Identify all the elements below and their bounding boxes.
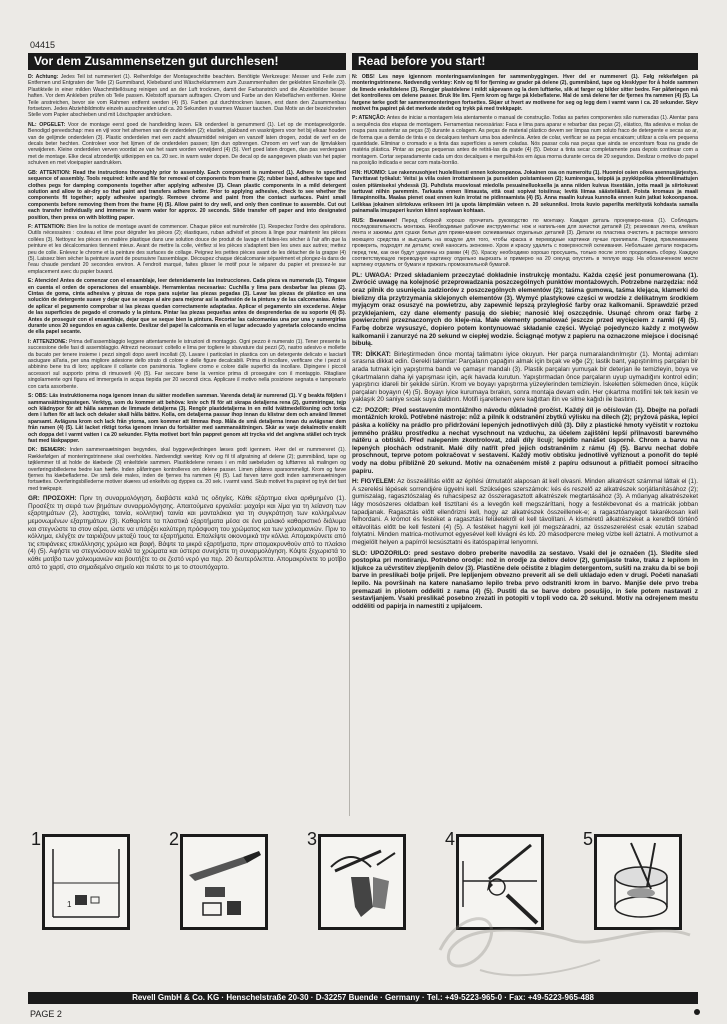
instruction-text: Antes de comenzar con el ensamblaje, leer detenidamente las instrucciones. Cada pieza va numerada (1). Téngase en cuenta el orden de operaciones del ensamblaje. Herramientas necesarias: Cuchilla y lima para desbarbar las piezas (2). Cintas de goma, cinta adhesiva y pinzas de ropa para sujetar las piezas pegadas (3). Lavar las piezas de plástico en una solución de detergente suave y dejar que se seque al aire para mejorar así la adhesión de la pintura y de las calcomanías. Antes de aplicar el pegamento comprobar si las piezas quedan correctamente adaptadas. Aplicar el pegamento sin excederse. Alejar de las superficies de pegado el cromado y la pintura. Pintar las piezas pequeñas antes de desprenderlas de su soporte (4) (5). Antes de proseguir con el ensamblaje, dejar que se seque bien la pintura. Recortar las calcomanías una por una y sumergirlas durante unos 20 segundos en agua caliente. Deslizar del papel la calcomanía en el lugar adecuado y apretarla colocando encima de ella papel secante. — [28, 278, 346, 336]
step-number: 2 — [169, 829, 180, 849]
instruction-paragraph — [28, 339, 346, 390]
step-number: 1 — [31, 829, 42, 849]
step-number: 4 — [445, 829, 456, 849]
instructions-right-column — [352, 74, 698, 818]
instruction-text: Read the instructions thoroughly prior to assembly. Each component is numbered (1). Adhere to specified sequence of assembly. Tools required: knife and file for removal of components from frame (2); rubber band, adhesive tape and clothes pegs for damping components together after applying adhesive (3). Clean plastic components in a mild detergent solution and allow to air-dry so that paint and transfers adhere better. Prior to applying adhesive, check to see whether the components fit together; apply adhesive sparingly. Remove chrome and paint from the contact surfaces. Paint small components before removing them from the frame (4) (5). Allow paint to dry well, and only then continue to assemble. Cut out each transfer individually and immerse in warm water for approx. 20 seconds. Slide transfer off paper and into designated position, then press on with blotting paper. — [28, 169, 346, 221]
instruction-paragraph — [28, 170, 346, 221]
instruction-text: Jedes Teil ist nummeriert (1). Reihenfolge der Montageschritte beachten. Benötigte Werkzeuge: Messer und Feile zum Entfernen und Entgraten der Teile (2) Gummiband, Klebeband und Wäscheklammern zum Zusammenhalten der geklebten Einzelteile (3). Plastikteile in einer milden Waschmittellösung reinigen und an der Luft trocknen, damit der Farbanstrich und die Abziehbilder besser haften. Vor dem Ankleben prüfen ob Teile passen. Klebstoff sparsam auftragen. Chrom und Farbe an den Klebeflächen entfernen. Kleine Teile anstreichen, bevor sie vom Rahmen entfernt werden (4) (5). Farben gut durchtrocknen lassen, erst dann den Zusammenbau fortsetzen. Jedes Abziehbildmotiv einzeln ausschneiden und ca. 20 Sekunden in warmes Wasser tauchen. Das Motiv an der bezeichneten Stelle vom Papier abschieben und mit Löschpapier andrücken. — [28, 74, 346, 119]
language-label: I: ATTENZIONE: — [28, 338, 68, 345]
instruction-paragraph — [28, 278, 346, 336]
instruction-paragraph — [28, 122, 346, 167]
instruction-text: Перед сборкой хорошо прочитать руководство по монтажу. Каждая деталь пронумеро-вана (1). Соблюдать последовательность монтажа. Необходимые рабочие инструменты: нож и напиль-ник для зачистки деталей (2); резиновая лента, клейкая лента и зажимы для сушки белья для прижи-мания склеиваемых отдельных деталей (3). Детали из пластика очистить в растворе мягкого моющего средства и высушить на воздухе для того, чтобы краска и переводные картинки лучше прилипали. Перед приклеиванием проверить, подходят ли детали; клей наносить экономно. Хром и краску удалить с поверхностей склеивания. Небольшие детали покрасить перед тем, как они будут удалены из рамки (4) (5). Краску необходимо хорошо просушить, только после этого продолжать сборку. Каждую соответствующую переводную картинку отдельно вырезать и примерно на 20 секунд опустить в теплую воду. На обозначенном месте картинку отделить от бумаги и прижать промокательной бумагой. — [352, 217, 698, 269]
language-label: E: Atención! — [28, 278, 59, 285]
language-label: DK: BEMÆRK: — [28, 447, 67, 454]
instruction-paragraph — [28, 74, 346, 119]
corner-dot — [694, 1009, 700, 1015]
instruction-text: Voor de montage eerst goed de handleiding lezen. Elk onderdeel is genummerd (1). Let op de montagevolgorde. Benodigd gereedschap: mes en vijl voor het afnemen van de onderdelen (2); elastiek, plakband en wasknijpers voor het bij elkaar houden van de gelijmde onderdelen (3). Plastic onderdelen met een zacht afwasmiddel reinigen en vanzelf laten drogen, zodat de verf en de decals beter hechten. Controleer voor het lijmen of de onderdelen passen; lijm dun opbrengen. Chroom en verf van de lijmvlakken verwijderen. Kleine onderdelen verven voordat ze van het raam worden verwijderd (4) (5). Verf goed laten drogen, dan pas verdergaan met de montage. Elke decal afzonderlijk uitknippen en ca. 20 sec. in warm water dopen. De decal op de aangegeven plaats van het papier schuiven en met vloeipapier aandrukken. — [28, 121, 346, 167]
instruction-text: Bien lire la notice de montage avant de commencer. Chaque pièce est numérotée (1). Respectez l'ordre des opérations. Outils nécessaires : couteau et lime pour dégrafer les pièces (2); élastiques, ruban adhésif et pinces à linge pour maintenir les pièces collées (3). Nettoyez les pièces en matière plastique dans une solution douce de produit de lavage et faites-les sécher à l'air afin que la peinture et les décalcomanies tiennent mieux. Avant de mettre la colle, vérifiez si les pièces s'adaptent bien les unes aux autres; mettez peu de colle. Enlevez le chrome et la peinture des surfaces de collage. Peignez les petites pièces avant de les détacher de la grappe (4)(5). Laissez bien sécher la peinture avant de poursuivre l'assemblage. Découpez chaque décalcomanie séparément et plongez-la dans de l'eau chaude pendant 20 secondes environ. A l'endroit marqué, faites glisser le motif pour le séparer du papier et pressez-le sur emplacement avec du papier buvard. — [28, 223, 346, 275]
instruction-text: pred sestavo dobro preberite navodila za sestavo. Vsaki del je označen (1). Sledite sled postopka pri montiranju. Potrebno orodje: nož in orodje za deltov delov (2), gumijaste trake, traka z lepilom in kljukce za učvrstitev zlepljenih delov (3). Plastične dele očistite z blagim detergentom, sušiti na zraku da bi se boji barve in preslikači bolje prijeli. Pre lepljenjem obvezno preverit ali se deli ukladajo eden v drugi. Početi nanašati lepilo. Na površinah na katere nanašamo lepilo treba prvo odstraniti krom in barvo. Manjše dele prvo treba premazati in pliotem odđeliti z rama (4) (5). Pustiti da se barve dobro posušijo, in šele potem nastavati z sestavljanjem. Vsaki preslikač posebno zrezati in potopiti v topli vodo ca. 20 sekund. Motiv na odrejenem mestu odděliti od papirja in namestiti z upijalcem. — [352, 549, 698, 610]
instruction-text: Az összeállítás előtt az építési útmutatót alaposan át kell olvasni. Minden alkatrészt számmal láttak el (1). A szerelési lépések sorrendjére ügyelni kell. Szükséges szerszámok: kés és reszelő az alkatrészek sorjátlanításához (2); gumiszalag, ragasztószalag és ruhacsipesz az összeragasztott alkatrészek megtartásához (3). A műanyag alkatrészeket lágy mosószeres oldatban kell tisztítani és a levegőn kell megszáríttani, hogy a festékbevonat és a matricák jobban tapadjanak. Ragasztás előtt ellenőrizni kell, hogy az alkatrészek összeillenek-e; a ragasztóanyagot takarékosan kell felhordani. A krómot és festéket a ragasztási felületekről el kell távolítani. A kisméretű alkatrészeket a keretből történő eltávolítás előtt be kell festeni (4) (5). A festéket hagyni kell jól megszáradni, az összeszerelést csak ezután szabad folytatni. Minden matrica-motívumot egyesével kell kivágni és kb. 20 másodpercre meleg vízbe kell áztatni. A motívumot a megjelölt helyen a papírról lecsúsztatni és itatóspapírral lenyomni. — [352, 478, 698, 546]
language-label: NL: OPGELET: — [28, 121, 66, 128]
instruction-paragraph — [28, 393, 346, 444]
step-number: 5 — [583, 829, 594, 849]
language-label: N: OBS! — [352, 74, 375, 80]
instruction-paragraph — [352, 550, 698, 611]
instruction-paragraph — [352, 74, 698, 112]
instruction-paragraph — [352, 351, 698, 404]
knife-file-icon — [183, 837, 265, 927]
language-label: S: OBS: — [28, 393, 48, 400]
instruction-text: Prima dell'assemblaggio leggere attentamente le istruzioni di montaggio. Ogni pezzo è numerato (1). Tener presente la successione delle fasi di assemblaggio. Attrezzi necessari: coltello e lima per togliere le sbavature dai pezzi (2), nastro adesivo e mollette da bucato per tenere insieme i pezzi singoli dopo averli incollati (3). Lavare i particolari in plastica con un detergente delicato e lasciarli asciugare all'aria, per una migliore adesione dello strato di colore e delle figure decalcabili. Prima di incollare, verificare che i pezzi si abbinino bene tra di loro; applicare il collante con parsimonia. Togliere cromo e colore dalle superfici da incollare. Dipingere i piccoli accessori sul supporto prima di rimuoverli (4) (5). Far seccare bene la vernice prima di proseguire con il montaggio. Ritagliare singolarmente ogni figura ed immergerla in acqua tiepida per 20 secondi circa. Applicare il motivo nella posizione segnata e tamponarlo con carta assorbente. — [28, 338, 346, 390]
language-label: GB: ATTENTION: — [28, 169, 71, 176]
banner-german-heading: Vor dem Zusammensetzen gut durchlesen! — [28, 53, 346, 70]
publisher-footer: Revell GmbH & Co. KG · Henschelstraße 20-30 · D-32257 Buende · Germany · Tel.: +49-5223-965-0 · Fax: +49-5223-965-488 — [28, 992, 698, 1004]
instruction-paragraph — [28, 495, 346, 571]
starfan-watermark — [420, 880, 710, 1000]
document-number: 04415 — [30, 40, 56, 50]
instruction-text: Antes de iniciar a montagem leia atentamente o manual de construção. Todas as partes componentes são numeradas (1). Atentar para a sequência dos etapas de montagem. Ferramentas necessárias: Faca e lima para aparar e rebarbar das peças (2), elástico, fita adesiva e molas de roupa para sustentar as peças (3) durante a colagem. As peças de material plástico devem ser limpas num soluto fraco de detergente e secas ao ar, de forma que a demão de tinta e os decalques tenham uma boa aderência. Antes de colar, verificar se as peças encaixam; utilizar a cola em pequena quantidade. Eliminar o cromado e a tinta das superfícies a serem coladas. Nós passar cola nas peças que ainda se encontram fixas na grade de matéria plástica. Pintar as peças pequenas antes de retirá-las da grade (4) (5). Deixar a tinta secar completamente para depois continuar com a montagem. Cortar separadamente cada um dos decalques e mergulhá-los em água morna durante cerca de 20 segundos. Deslizar o motivo do papel na posição indicada e secar com mata-borrão. — [352, 115, 698, 167]
instructions-left-column — [28, 74, 346, 818]
language-label: TR: DİKKAT: — [352, 350, 391, 358]
language-label: D: Achtung: — [28, 74, 59, 80]
language-label: F: ATTENTION: — [28, 223, 66, 230]
parts-numbered-icon — [45, 837, 127, 927]
clamp-glue-icon — [321, 837, 403, 927]
instruction-text: Les nøye igjennom monteringsanvisningen før sammenbyggingen. Hver del er nummerert (1). Følg rekkefølgen på monteringstrinnene. Nødvendig verktøy: Kniv og fil for fjerning av grader på delene (2), gummibånd, tape og klesklyper for å holde sammen de limede enkeltdelene (3). Rengjør plastdelene i mildt såpevann og la dem lufttørke, slik at farger og bilder sitter bedre. Før påføringen må det kontrolleres om delene passer. Bruk lite lim. Fjern krom og farge på klebeflatene. Mal de små delene før de fjernes fra rammen (4) (5). La fargene tørke godt før sammenmonteringen fortsettes. Skjær ut hvert av motivene for seg og legg dem i varmt vann i ca. 20 sekunder. Skyv motivet fra papiret på det merkede stedet og trykk på med trekkpapir. — [352, 74, 698, 113]
step-number: 3 — [307, 829, 318, 849]
page-number: PAGE 2 — [30, 1009, 62, 1019]
instruction-text: Przed składaniem przeczytać dokładnie instrukcję montażu. Każda część jest ponumerowana (1). Zwrócić uwagę na kolejność przeprowadzania poszczególnych punktów montażowych. Potrzebne narzędzia: nóż oraz pilnik do usunięcia zadziorów z poszczególnych elementów (2); taśma gumowa, taśma klejąca, klamerki do bielizny dla przytrzymania sklejonych elementów (3). Wymyć plastykowe części w wodzie z delikatnym środkiem myjącym oraz osuszyć na powietrzu, aby zapewnić lepszą przyległość farby oraz kalkomanii. Sprawdzić przed przyklejaniem, czy dane elementy pasują do siebie; nanosić klej oszczędnie. Usunąć chrom oraz farbę z powierzchni przeznaczonych do kleje-nia. Małe elementy pomalować jeszcze przed wycięciem z ramki (4) (5). Farbę dobrze wysuszyć, dopiero potem kontynuować składanie części. Wyciąć pojedynczo każdy z motywów kalkomanii i zanurzyć na 20 sekund w ciepłej wodzie. Ściągnąć motyw z papieru na oznaczone miejsce i docisnąć bibułą. — [352, 271, 698, 348]
step-box-1 — [31, 829, 130, 930]
instruction-paragraph — [28, 447, 346, 492]
instruction-paragraph — [352, 407, 698, 475]
language-label: CZ: POZOR: — [352, 406, 390, 414]
language-label: RUS: Внимание! — [352, 217, 398, 224]
language-label: P: ATENÇÃO: — [352, 115, 386, 122]
instruction-text: Inden sammensætningen begyndes, skal byggevejledningen læses godt igennem. Hver del er nummereret (1). Rækkefølgen af monteringstrinnene skal overholdes. Nødvendigt værktøj: Kniv og fil til afgratning af delene (2); gummibånd, tape og tøjklemmer til at holde de klæbede (3) enkeltdele sammen. Plastikdelene renses i en mild sæbeluden og lufttørres så malingen og overføringsbillederne bedre kan hæfte. Inden påføringen kontrolleres om delene passer. Limen påføres sparsommeligt. Krom og farve fjernes fra klæbefladerne. De små dele males, inden de fjernes fra rammen (4) (5). Lad farven tørre godt inden sammensætningen fortsættes. Overføringsbillederne motiver skæres ud enkeltvis og dyppes ca. 20 sek. i varmt vand. Skub motivet fra papiret og tryk det fast med trækpapir. — [28, 447, 346, 492]
instruction-paragraph — [352, 218, 698, 269]
instruction-text: Před sestavením montážního návodu důkladně pročíst. Každý díl je očíslován (1). Dbejte na pořadí montážních kroků. Potřebné nástroje: nůž a pilník k odstranění zbytků výlisku na dílech (2); pryžová páska, lepicí páska a kolíčky na prádlo pro přidržování lepených jednotlivých dílů (3). Díly z plastické hmoty vyčistit v roztoku jemného prášku prostředku a nechat vyschnout na vzduchu, za účelem zajištění lepší přilnavosti barevného nátěru a obtisků. Před nalepením zkontrolovat, zdali díly licují; lepidlo nanášet úsporně. Chrom a barvu na lepených plochách odstranit. Malé díly natřít před jejich odstraněním z rámu (4) (5). Barvu nechat dobře proschnout, teprve potom pokračovat v sestavení. Každý motiv obtisku jednotlivě vyříznout a ponořit do teplé vody na dobu přibližně 20 sekund. Motiv na označeném místě z papíru odsunout a přitlačit pomocí sitracího papíru. — [352, 406, 698, 475]
svg-text:1: 1 — [67, 900, 72, 909]
instruction-paragraph — [352, 115, 698, 166]
instruction-paragraph — [352, 478, 698, 546]
language-label: GR: ΠΡΟΣΟΧΗ: — [28, 495, 77, 503]
language-label: FIN: HUOMIO: — [352, 169, 387, 176]
column-divider — [349, 74, 350, 816]
instruction-text: Lue rakennusohjeet huolellisesti ennen kokoonpanoa. Jokainen osa on numeroitu (1). Huomioi osien oikea asennusjärjestys. Tarvittavat työkalut: Veitsi ja viila osien irrottamiseen ja purseiden poistamiseen (2); kumirengas, teippiä ja pyykkipoikia yhteenliimattujen osien pitämiseksi yhdessä (3). Puhdista muoviosat miedolla pesuainelluoksella ja anna niiden kuivua itsestään, jotta maali ja siirtokuvat tarttuvat niihin paremmin. Tarkasta ennen liimausta, että osat sopivat toisiinsa; levitä liimaa säästeliäästi. Poista kromaus ja maali liimapinnoilta. Maalaa pienet osat ennen kuin irrotat ne pidinraamista (4) (5). Anna maalin kuivua kunnolla ennen kuin jatkat kokoonpanoa. Leikkaa jokainen siirtokuva erikseen irti ja upota lämpimään veteen n. 20 sekunniksi. Irrota kuvio paperilta merkitystä kohdasta samalla painamalla imupaperi kuvion kiinni sopivaan kohtaan. — [352, 169, 698, 215]
instruction-text: Läs instruktionerna noga igenom innan du sätter modellen samman. Varenda detalj är numrerad (1). V g beakta följden i sammansättningsstegen. Verktyg, som du kommer att behöva: kniv och fil för att skrapa detaljerna rena (2), gummiringar, tejp och klädnypor för att hålla samman de limmade detaljerna (3). Rengör plastdetaljerna in en mild tvättmedellösning och torka dem i luften för att lack och dekaler skall hålla bättre. Kolla, om detaljerna passar ihop innan du klistrar dem och använd limmet sparsamt. Avlägsna krom och lack från ytorna, som kommer att limmas ihop. Måla de små detaljerna innan du avlägsnar dem från ramen (4) (5). Låt lacket riktigt torka igenom innan du fortsätter med sammansättningen. Skär av varje dekalmotiv enskilt och doppa det i varmt vatten i ca 20 sekunder. Flytta motivet bort från pappret genom att trycka vid det angivna stället och tryck fast med läskpapper. — [28, 393, 346, 444]
instruction-text: Birleştirmeden önce montaj talimatını iyice okuyun. Her parça numaralandırılmıştır (1). Montaj adımları sırasına dikkat edin. Gerekli takımlar: Parçaların çapağını almak için bıçak ve eğe (2); lastik bant, yapıştırılmış parçaları bir arada tutmak için yapıştırma bandı ve çamaşır mandalı (3). Plastik parçaları yumuşak bir deterjan ile temizleyin, boya ve çıkartmaların daha iyi yapışması için, açık havada kurutun. Yapıştırmadan önce parçaların uyup uymadığını kontrol edin; yapıştırıcı idareli bir şekilde sürün. Krom ve boyayı yapıştırma yüzeylerinden temizleyin. İskeletten sökmeden önce, küçük parçaları boyayın (4) (5). Boyayı iyice kurumaya bırakın, sonra montaja devam edin. Her çıkartma motifini tek tek kesin ve yaklaşık 20 saniye sıcak suya daldırın. Motifi işaretlenen yere kağıttan itin ve silme kağıdı ile bastırın. — [352, 350, 698, 404]
language-label: PL: UWAGA: — [352, 271, 392, 279]
language-label: H: FIGYELEM: — [352, 478, 396, 486]
instruction-paragraph — [352, 272, 698, 348]
language-label: SLO: UPOZORILO: — [352, 549, 411, 557]
step-box-3 — [307, 829, 406, 930]
instruction-paragraph — [28, 224, 346, 275]
instruction-text: Πριν τη συναρμολόγηση, διαβάστε καλά τις οδηγίες. Κάθε εξάρτημα είναι αριθμημένο (1). Προσέξτε τη σειρά των βημάτων συναρμολόγησης. Απαιτούμενα εργαλεία: μαχαίρι και λίμα για τη λείανση των εξαρτημάτων (2), λαστιχάκι, ταινία, κολλητική ταινία και μανταλάκια για τη συγκράτηση των κολλημένων μεμονωμένων εξαρτημάτων (3). Καθαρίστε τα πλαστικά εξαρτήματα μέσα σε ένα μαλακό καθαριστικό διάλυμα και στεγνώστε τα στον αέρα, ώστε να υπάρξει καλύτερη πρόσφυση του χρώματος και των χαλκομανιών. Πριν το κόλλημα, ελέγξτε αν ταιριάζουν μεταξύ τους τα εξαρτήματα. Επαλείψτε οικονομικά την κόλλα. Απομακρύνετε από τις επιφάνειες επικόλλησης χρώμιο και βαφή. Βάψτε τα μικρά εξαρτήματα, πριν απομακρυνθούν από το πλαίσιο (4) (5). Αφήστε να στεγνώσουν καλά τα χρώματα και ύστερα συνεχίστε τη συναρμολόγηση. Κόψτε ξεχωριστά το κάθε μοτίβο των χαλκομανιών και βουτήξτε το σε ζεστό νερό για περ. 20 δευτερόλεπτα. Απομακρύνετε το μοτίβο από το χαρτί, στο σημαδεμένο σημείο και πιέστε το με το στουπόχαρτο. — [28, 495, 346, 571]
banner-english-heading: Read before you start! — [352, 53, 698, 70]
step-box-2 — [169, 829, 268, 930]
instruction-paragraph — [352, 170, 698, 215]
